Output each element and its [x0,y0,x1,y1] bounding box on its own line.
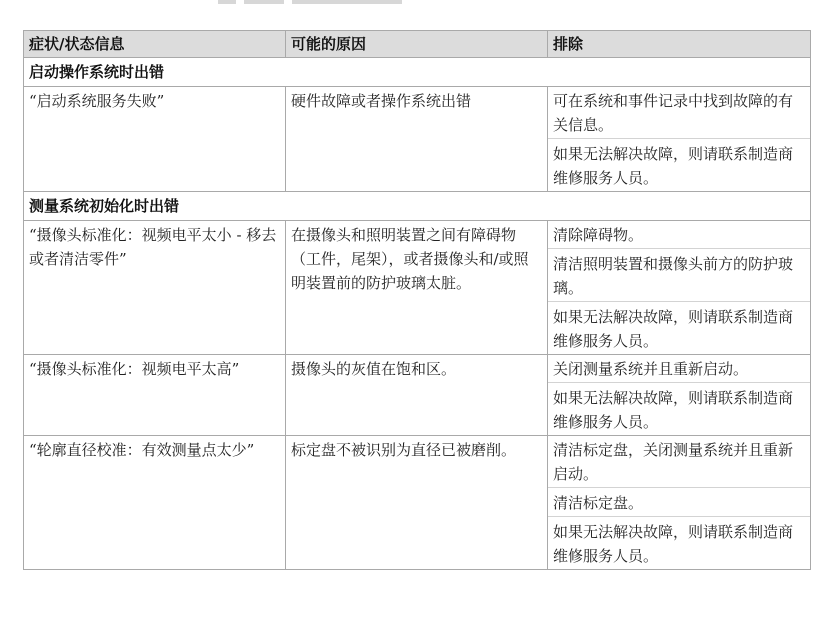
section-row [24,192,811,221]
table-row [24,436,811,570]
table-row [24,221,811,355]
remedy-line: 如果无法解决故障，则请联系制造商维修服务人员。 [548,301,810,354]
remedy-line: 清除障碍物。 [553,226,644,244]
remedy-cell [548,436,811,570]
cause-cell: 摄像头的灰值在饱和区。 [286,355,548,436]
header-cause: 可能的原因 [286,31,548,58]
section-row [24,58,811,87]
table-body [24,58,811,570]
remedy-line: 清洁照明装置和摄像头前方的防护玻璃。 [548,248,810,301]
remedy-line: 清洁标定盘，关闭测量系统并且重新启动。 [553,441,794,483]
remedy-line: 如果无法解决故障，则请联系制造商维修服务人员。 [548,382,810,435]
cropped-caption-remnant [218,0,438,4]
symptom-cell: “摄像头标准化：视频电平太小 - 移去或者清洁零件” [24,221,286,355]
troubleshooting-table [23,30,811,570]
header-row [24,31,811,58]
cause-cell: 硬件故障或者操作系统出错 [286,87,548,192]
cause-cell: 标定盘不被识别为直径已被磨削。 [286,436,548,570]
table-header [24,31,811,58]
remedy-line: 清洁标定盘。 [548,487,810,516]
remedy-cell [548,355,811,436]
section-title-startup: 启动操作系统时出错 [24,58,811,87]
remedy-line: 如果无法解决故障，则请联系制造商维修服务人员。 [548,138,810,191]
remedy-line: 如果无法解决故障，则请联系制造商维修服务人员。 [548,516,810,569]
section-title-init: 测量系统初始化时出错 [24,192,811,221]
remedy-cell [548,221,811,355]
symptom-cell: “启动系统服务失败” [24,87,286,192]
header-symptom: 症状/状态信息 [24,31,286,58]
remedy-cell [548,87,811,192]
remedy-line: 可在系统和事件记录中找到故障的有关信息。 [553,92,794,134]
header-remedy: 排除 [548,31,811,58]
symptom-cell: “摄像头标准化：视频电平太高” [24,355,286,436]
remedy-line: 关闭测量系统并且重新启动。 [553,360,749,378]
cause-cell: 在摄像头和照明装置之间有障碍物（工件，尾架），或者摄像头和/或照明装置前的防护玻璃太脏。 [286,221,548,355]
table-row [24,355,811,436]
symptom-cell: “轮廓直径校准：有效测量点太少” [24,436,286,570]
table-row [24,87,811,192]
